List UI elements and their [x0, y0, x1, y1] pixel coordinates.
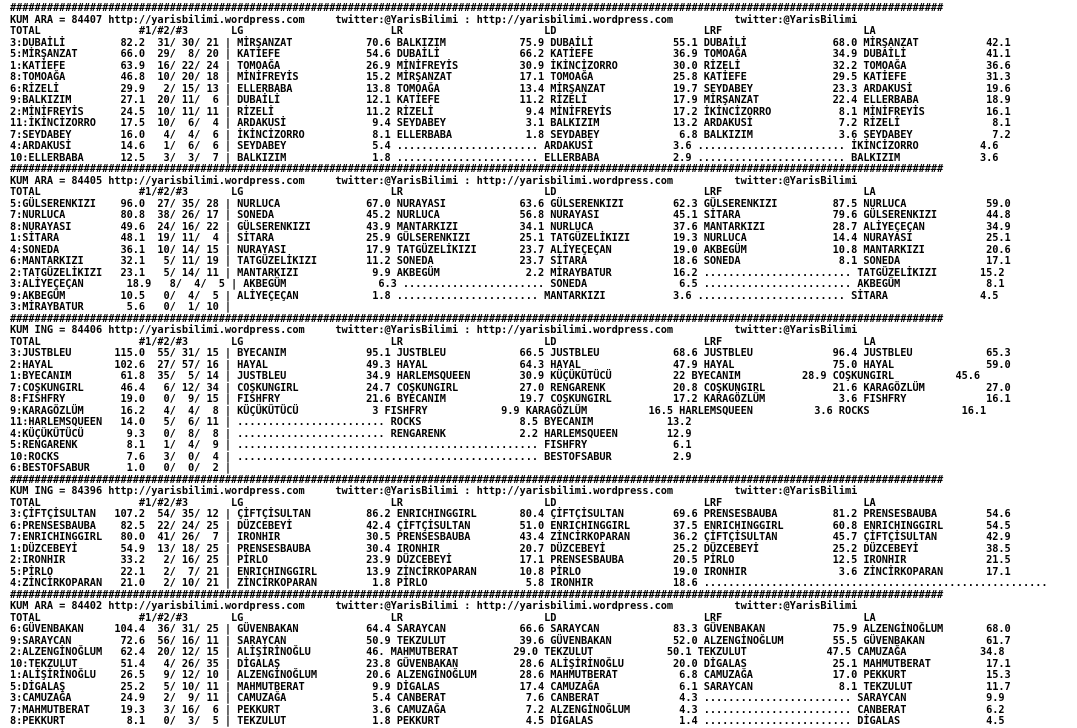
- data-row-line: 2:TATGÜZELİKIZI 23.1 5/ 14/ 11 | MANTARKIZI 9.9 AKBEGÜM 2.2 MİRAYBATUR 16.2 ........................ TATGÜZELİKIZI 15.2: [10, 266, 1005, 279]
- data-row-line: 1:BYECANIM 61.8 35/ 5/ 14 | JUSTBLEU 34.9 HARLEMSQUEEN 30.9 KÜÇÜKÜTÜCÜ 22 BYECANIM 28.9 COŞKUNGIRL 45.6: [10, 370, 981, 382]
- data-row-line: 8:FISHFRY 19.0 0/ 9/ 15 | FISHFRY 21.6 BYECANIM 19.7 COŞKUNGIRL 17.2 KARAGÖZLÜM 3.6 FISHFRY 16.1: [10, 393, 1011, 405]
- data-row-line: 6:GÜVENBAKAN 104.4 36/ 31/ 25 | GÜVENBAKAN 64.4 SARAYCAN 66.6 SARAYCAN 83.3 GÜVENBAKAN 75.9 ALZENGİNOĞLUM 68.0: [10, 623, 1011, 635]
- separator-line: ########################################################################################################################################################: [10, 312, 944, 325]
- data-row-line: 7:COŞKUNGIRL 46.4 6/ 12/ 34 | COŞKUNGIRL 24.7 COŞKUNGIRL 27.0 RENGARENK 20.8 COŞKUNGIRL 21.6 KARAGÖZLÜM 27.0: [10, 381, 1011, 394]
- data-row-line: 2:ALZENGİNOĞLUM 62.4 20/ 12/ 15 | ALİŞİRİNOĞLU 46. MAHMUTBERAT 29.0 TEKZULUT 50.1 TEKZULUT 47.5 CAMUZAĞA 34.8: [10, 646, 1005, 658]
- data-row-line: 3:MİRAYBATUR 5.6 0/ 1/ 10 |: [10, 301, 238, 313]
- data-row-line: 1:ALİŞİRİNOĞLU 26.5 9/ 12/ 10 | ALZENGİNOĞLUM 20.6 ALZENGİNOĞLUM 28.6 MAHMUTBERAT 6.8 CAMUZAĞA 17.0 PEKKURT 15.3: [10, 669, 1011, 681]
- race-header-line: KUM ARA = 84402 http://yarisbilimi.wordpress.com twitter:@YarisBilimi : http://yarisbilimi.wordpress.com twitter:@YarisBilimi: [10, 600, 858, 612]
- column-header-line: TOTAL #1/#2/#3 LG LR LD LRF LA: [10, 186, 876, 198]
- data-row-line: 11:İKİNCİZORRO 17.5 10/ 6/ 4 | ARDAKUSİ 9.4 SEYDABEY 3.1 BALKIZIM 13.2 ARDAKUSİ 7.2 RİZELİ 8.1: [10, 117, 1011, 129]
- data-row-line: 2:HAYAL 102.6 27/ 57/ 16 | HAYAL 49.3 HAYAL 64.3 HAYAL 47.9 HAYAL 75.0 HAYAL 59.0: [10, 358, 1011, 371]
- data-row-line: 4:SONEDA 36.1 10/ 14/ 15 | NURAYASI 17.9 TATGÜZELİKIZI 23.7 ALİYEÇEÇAN 19.0 AKBEGÜM 10.8 MANTARKIZI 20.6: [10, 243, 1011, 256]
- data-row-line: 7:SEYDABEY 16.0 4/ 4/ 6 | İKİNCİZORRO 8.1 ELLERBABA 1.8 SEYDABEY 6.8 BALKIZIM 3.6 SEYDABEY 7.2: [10, 128, 1011, 141]
- data-row-line: 4:KÜÇÜKÜTÜCÜ 9.3 0/ 8/ 8 | ........................ RENGARENK 2.2 HARLEMSQUEEN 12.9: [10, 427, 692, 440]
- column-header-line: TOTAL #1/#2/#3 LG LR LD LRF LA: [10, 496, 876, 509]
- data-row-line: 10:TEKZULUT 51.4 4/ 26/ 35 | DİGALAŞ 23.8 GÜVENBAKAN 28.6 ALİŞİRİNOĞLU 20.0 DİGALAS 25.1 MAHMUTBERAT 17.1: [10, 657, 1011, 670]
- data-row-line: 8:TOMOAĞA 46.8 10/ 20/ 18 | MİNİFREYİS 15.2 MİRŞANZAT 17.1 TOMOAĞA 25.8 KATİEFE 29.5 KATİEFE 31.3: [10, 71, 1011, 83]
- data-row-line: 11:HARLEMSQUEEN 14.0 5/ 6/ 11 | ........................ ROCKS 8.5 BYECANIM 13.2: [10, 416, 692, 428]
- data-row-line: 1:KATİEFE 63.9 16/ 22/ 24 | TOMOAĞA 26.9 MİNİFREYİS 30.9 İKİNCİZORRO 30.0 RİZELİ 32.2 TOMOAĞA 36.6: [10, 59, 1011, 72]
- race-header-line: KUM ARA = 84405 http://yarisbilimi.wordpress.com twitter:@YarisBilimi : http://yarisbilimi.wordpress.com twitter:@YarisBilimi: [10, 174, 858, 187]
- separator-line: ########################################################################################################################################################: [10, 473, 944, 486]
- data-row-line: 9:KARAGÖZLÜM 16.2 4/ 4/ 8 | KÜÇÜKÜTÜCÜ 3 FISHFRY 9.9 KARAGÖZLÜM 16.5 HARLEMSQUEEN 3.6 ROCKS 16.1: [10, 404, 987, 417]
- data-row-line: 6:MANTARKIZI 32.1 5/ 11/ 19 | TATGÜZELİKIZI 11.2 SONEDA 23.7 SİTARA 18.6 SONEDA 8.1 SONEDA 17.1: [10, 255, 1011, 267]
- data-row-line: 7:NURLUCA 80.8 38/ 26/ 17 | SONEDA 45.2 NURLUCA 56.8 NURAYASI 45.1 SİTARA 79.6 GÜLSERENKIZI 44.8: [10, 209, 1011, 221]
- data-row-line: 3:JUSTBLEU 115.0 55/ 31/ 15 | BYECANIM 95.1 JUSTBLEU 66.5 JUSTBLEU 68.6 JUSTBLEU 96.4 JUSTBLEU 65.3: [10, 347, 1011, 359]
- data-row-line: 5:DİGALAŞ 25.2 5/ 10/ 11 | MAHMUTBERAT 9.9 DİGALAS 17.4 CAMUZAĞA 6.1 SARAYCAN 8.1 TEKZULUT 11.7: [10, 680, 1011, 693]
- data-row-line: 7:MAHMUTBERAT 19.3 3/ 16/ 6 | PEKKURT 3.6 CAMUZAĞA 7.2 ALZENGİNOĞLUM 4.3 ........................ CANBERAT 6.2: [10, 703, 1005, 716]
- race-header-line: KUM ARA = 84407 http://yarisbilimi.wordpress.com twitter:@YarisBilimi : http://yarisbilimi.wordpress.com twitter:@YarisBilimi: [10, 13, 858, 26]
- column-header-line: TOTAL #1/#2/#3 LG LR LD LRF LA: [10, 335, 876, 348]
- data-row-line: 8:PEKKURT 8.1 0/ 3/ 5 | TEKZULUT 1.8 PEKKURT 4.5 DİGALAS 1.4 ........................ DİGALAS 4.5: [10, 715, 1005, 727]
- data-row-line: 2:MİNİFREYİS 24.5 10/ 11/ 11 | RİZELİ 11.2 RİZELİ 9.4 MİNİFREYİS 17.2 İKİNCİZORRO 8.1 MİNİFREYİS 16.1: [10, 105, 1011, 118]
- separator-line: ########################################################################################################################################################: [10, 588, 944, 601]
- data-row-line: 5:GÜLSERENKIZI 96.0 27/ 35/ 28 | NURLUCA 67.0 NURAYASI 63.6 GÜLSERENKIZI 62.3 GÜLSERENKIZI 87.5 NURLUCA 59.0: [10, 197, 1011, 210]
- data-row-line: 6:PRENSESBAUBA 82.5 22/ 24/ 25 | DÜZCEBEYİ 42.4 ÇİFTÇİSULTAN 51.0 ENRICHINGGIRL 37.5 ENRICHINGGIRL 60.8 ENRICHINGGIRL 54.5: [10, 519, 1011, 532]
- data-row-line: 5:RENGARENK 8.1 1/ 4/ 9 | ................................................. FISHFRY 6.1: [10, 439, 692, 451]
- data-row-line: 10:ROCKS 7.6 3/ 0/ 4 | ................................................. BESTOFSABUR 2.9: [10, 450, 692, 463]
- data-row-line: 4:ARDAKUSİ 14.6 1/ 6/ 6 | SEYDABEY 5.4 ....................... ARDAKUSİ 3.6 ........................ İKİNCİZORRO 4.6: [10, 140, 999, 152]
- data-row-line: 5:PİRLO 22.1 2/ 7/ 21 | ENRICHINGGIRL 13.9 ZİNCİRKOPARAN 10.8 PİRLO 19.0 IRONHIR 3.6 ZİNCİRKOPARAN 17.1: [10, 565, 1011, 578]
- data-row-line: 3:CAMUZAĞA 24.9 2/ 9/ 11 | CAMUZAĞA 5.4 CANBERAT 7.6 CANBERAT 4.3 ........................ SARAYCAN 9.9: [10, 692, 1005, 704]
- data-row-line: 1:SİTARA 48.1 19/ 11/ 4 | SİTARA 25.9 GÜLSERENKIZI 25.1 TATGÜZELİKIZI 19.3 NURLUCA 14.4 NURAYASI 25.1: [10, 232, 1011, 244]
- data-row-line: 3:ÇİFTÇİSULTAN 107.2 54/ 35/ 12 | ÇİFTÇİSULTAN 86.2 ENRICHINGGIRL 80.4 ÇİFTÇİSULTAN 69.6 PRENSESBAUBA 81.2 PRENSESBAUBA 54.6: [10, 508, 1011, 520]
- column-header-line: TOTAL #1/#2/#3 LG LR LD LRF LA: [10, 611, 876, 624]
- data-row-line: 6:BESTOFSABUR 1.0 0/ 0/ 2 |: [10, 462, 238, 474]
- race-header-line: KUM ING = 84396 http://yarisbilimi.wordpress.com twitter:@YarisBilimi : http://yarisbilimi.wordpress.com twitter:@YarisBilimi: [10, 485, 858, 497]
- separator-line: ########################################################################################################################################################: [10, 2, 944, 14]
- data-row-line: 9:SARAYCAN 72.6 56/ 16/ 11 | SARAYCAN 50.9 TEKZULUT 39.6 GÜVENBAKAN 52.0 ALZENGİNOĞLUM 55.5 GÜVENBAKAN 61.7: [10, 634, 1011, 647]
- data-row-line: 9:BALKIZIM 27.1 20/ 11/ 6 | DUBAİLİ 12.1 KATİEFE 11.2 RİZELİ 17.9 MİRŞANZAT 22.4 ELLERBABA 18.9: [10, 94, 1011, 106]
- data-row-line: 7:ENRICHINGGIRL 80.0 41/ 26/ 7 | IRONHIR 30.5 PRENSESBAUBA 43.4 ZİNCİRKOPARAN 36.2 ÇİFTÇİSULTAN 45.7 ÇİFTÇİSULTAN 42.9: [10, 531, 1011, 543]
- data-row-line: 6:RİZELİ 29.9 2/ 15/ 13 | ELLERBABA 13.8 TOMOAĞA 13.4 MİRŞANZAT 19.7 SEYDABEY 23.3 ARDAKUSİ 19.6: [10, 82, 1011, 95]
- data-row-line: 3:DUBAİLİ 82.2 31/ 30/ 21 | MİRŞANZAT 70.6 BALKIZIM 75.9 DUBAİLİ 55.1 DUBAİLİ 68.0 MİRŞANZAT 42.1: [10, 36, 1011, 49]
- data-row-line: 10:ELLERBABA 12.5 3/ 3/ 7 | BALKIZIM 1.8 ....................... ELLERBABA 2.9 ........................ BALKIZIM 3.6: [10, 151, 999, 164]
- data-row-line: 5:MİRŞANZAT 66.0 29/ 8/ 20 | KATİEFE 54.6 DUBAİLİ 66.2 KATİEFE 36.9 TOMOAĞA 34.9 DUBAİLİ 41.1: [10, 48, 1011, 60]
- data-row-line: 4:ZİNCİRKOPARAN 21.0 2/ 10/ 21 | ZİNCİRKOPARAN 1.8 PİRLO 5.8 IRONHIR 18.6 ........................................................: [10, 577, 1048, 589]
- data-row-line: 9:AKBEGÜM 10.5 0/ 4/ 5 | ALİYEÇEÇAN 1.8 ....................... MANTARKIZI 3.6 ........................ SİTARA 4.5: [10, 289, 999, 302]
- data-row-line: 3:ALİYEÇEÇAN 18.9 8/ 4/ 5 | AKBEGÜM 6.3 ....................... SONEDA 6.5 ........................ AKBEGÜM 8.1: [10, 278, 1005, 290]
- separator-line: ########################################################################################################################################################: [10, 163, 944, 175]
- column-header-line: TOTAL #1/#2/#3 LG LR LD LRF LA: [10, 25, 876, 37]
- data-row-line: 8:NURAYASI 49.6 24/ 16/ 22 | GÜLSERENKIZI 43.9 MANTARKIZI 34.1 NURLUCA 37.6 MANTARKIZI 28.7 ALİYEÇEÇAN 34.9: [10, 220, 1011, 233]
- data-row-line: 2:IRONHIR 33.2 2/ 16/ 25 | PİRLO 23.9 DÜZCEBEYİ 17.1 PRENSESBAUBA 20.5 PİRLO 12.5 IRONHIR 21.5: [10, 554, 1011, 566]
- race-header-line: KUM ING = 84406 http://yarisbilimi.wordpress.com twitter:@YarisBilimi : http://yarisbilimi.wordpress.com twitter:@YarisBilimi: [10, 324, 858, 336]
- data-row-line: 1:DÜZCEBEYİ 54.9 13/ 18/ 25 | PRENSESBAUBA 30.4 IRONHIR 20.7 DÜZCEBEYİ 25.2 DÜZCEBEYİ 25.2 DÜZCEBEYİ 38.5: [10, 542, 1011, 555]
